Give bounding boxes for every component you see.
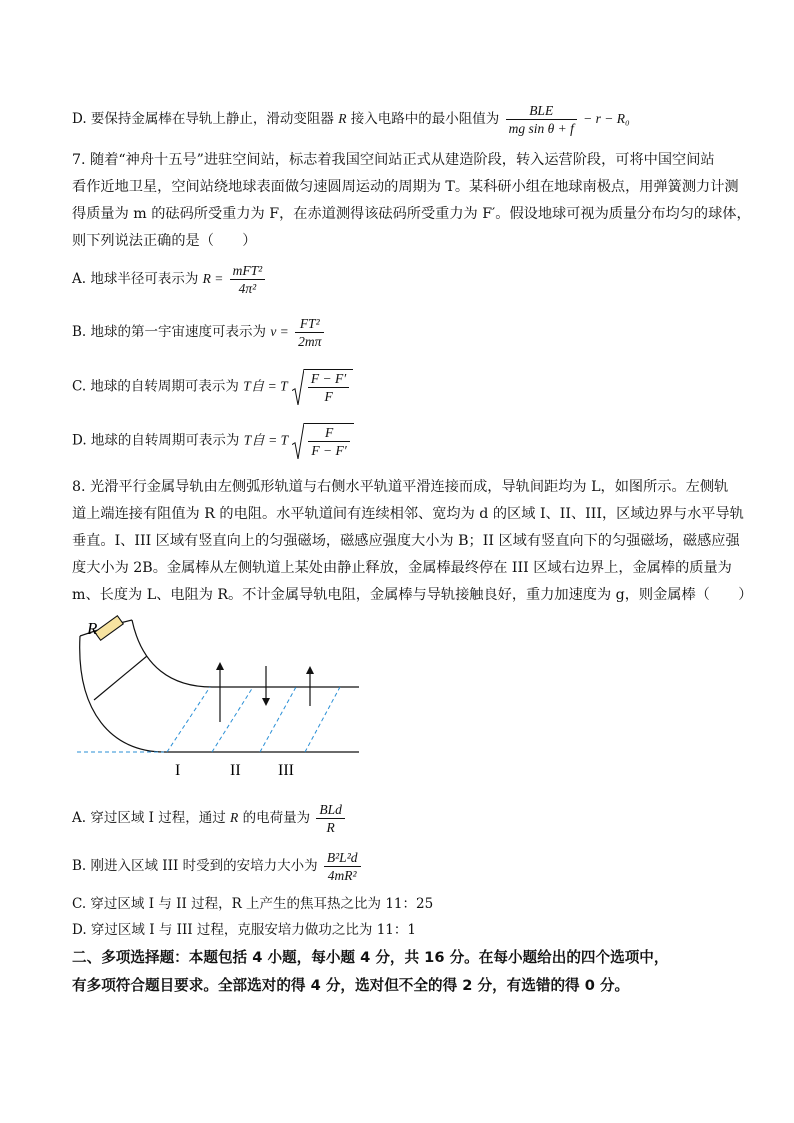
region-label-3: III xyxy=(278,762,294,779)
q8-option-b xyxy=(72,849,363,884)
q7-option-a-numerator: mFT² xyxy=(230,262,266,280)
resistor-body xyxy=(95,616,124,641)
q8-line-1: 8. 光滑平行金属导轨由左侧弧形轨道与右侧水平轨道平滑连接而成，导轨间距均为 L，如图所示。左侧轨 xyxy=(72,479,729,495)
outer-arc-rail xyxy=(80,636,164,752)
q7-line-4: 则下列说法正确的是（ ） xyxy=(72,233,257,249)
boundary-2 xyxy=(212,687,253,752)
inner-arc-rail xyxy=(132,620,212,687)
q7-option-a xyxy=(72,262,267,297)
q7-option-d-text: D. 地球的自转周期可表示为 xyxy=(72,432,240,449)
q7-option-c-text: C. 地球的自转周期可表示为 xyxy=(72,378,239,395)
resistor xyxy=(95,616,124,641)
q8-line-5: m、长度为 L、电阻为 R。不计金属导轨电阻，金属棒与导轨接触良好，重力加速度为 g，则金属棒（ ） xyxy=(72,587,753,603)
section-2-heading-line-2: 有多项符合题目要求。全部选对的得 4 分，选对但不全的得 2 分，有选错的得 0 分。 xyxy=(72,977,630,994)
q7-option-b-denominator: 2mπ xyxy=(298,334,322,349)
q8-option-a-denominator: R xyxy=(326,820,335,835)
q7-option-c-denominator: F xyxy=(324,389,333,404)
q6-option-d xyxy=(72,102,630,137)
q7-option-d-numerator: F xyxy=(308,424,349,442)
q6-option-d-var: R xyxy=(338,111,347,126)
q8-line-4: 度大小为 2B。金属棒从左侧轨道上某处由静止释放，金属棒最终停在 III 区域右边界上，金属棒的质量为 xyxy=(72,560,732,576)
rail-diagram xyxy=(72,612,372,782)
q8-option-a-numerator: BLd xyxy=(316,801,345,819)
q8-option-a-var: R xyxy=(230,810,239,825)
field-up-arrow-2 xyxy=(306,666,314,706)
q6-option-d-denominator: mg sin θ + f xyxy=(508,121,574,136)
q8-option-d: D. 穿过区域 I 与 III 过程，克服安培力做功之比为 11：1 xyxy=(72,922,416,938)
q6-option-d-fraction xyxy=(506,102,577,137)
q7-option-d-sqrt xyxy=(292,423,353,459)
resistor-label: R xyxy=(87,619,98,638)
q7-option-c-sqrt xyxy=(292,369,353,405)
q7-option-d-denominator: F − F′ xyxy=(311,443,347,458)
q8-option-b-text: B. 刚进入区域 III 时受到的安培力大小为 xyxy=(72,858,318,874)
radical-icon xyxy=(292,369,304,405)
q8-option-c: C. 穿过区域 I 与 II 过程，R 上产生的焦耳热之比为 11：25 xyxy=(72,896,434,912)
q7-option-c-fraction xyxy=(308,370,349,405)
q8-line-3: 垂直。I、III 区域有竖直向上的匀强磁场，磁感应强度大小为 B；II 区域有竖直向下的匀强磁场，磁感应强 xyxy=(72,533,740,549)
metal-bar xyxy=(94,656,147,700)
field-up-arrow-1 xyxy=(216,662,224,722)
region-label-1: I xyxy=(175,762,181,779)
q7-option-a-lhs: R = xyxy=(202,271,224,286)
q7-option-b-numerator: FT² xyxy=(295,315,324,333)
q7-option-b-text: B. 地球的第一宇宙速度可表示为 xyxy=(72,324,267,340)
q7-option-a-fraction xyxy=(230,262,266,297)
q8-option-a-fraction xyxy=(316,801,345,836)
q7-option-d-lhs: T自 = T xyxy=(243,432,289,448)
q7-line-2: 看作近地卫星，空间站绕地球表面做匀速圆周运动的周期为 T。某科研小组在地球南极点，用弹簧测力计测 xyxy=(72,179,739,195)
q7-line-1: 7. 随着“神舟十五号”进驻空间站，标志着我国空间站正式从建造阶段，转入运营阶段，可将中国空间站 xyxy=(72,152,715,168)
q6-option-d-text2: 接入电路中的最小阻值为 xyxy=(350,111,500,127)
radical-icon xyxy=(292,423,304,459)
q7-option-d xyxy=(72,423,354,459)
q6-option-d-tail: − r − R₀ xyxy=(583,111,630,126)
q7-option-d-fraction xyxy=(308,424,349,459)
q8-line-2: 道上端连接有阻值为 R 的电阻。水平轨道间有连续相邻、宽均为 d 的区域 I、II、III，区域边界与水平导轨 xyxy=(72,506,744,522)
q7-line-3: 得质量为 m 的砝码所受重力为 F，在赤道测得该砝码所受重力为 F′。假设地球可视为质量分布均匀的球体， xyxy=(72,206,751,222)
q7-option-b-fraction xyxy=(295,315,324,350)
q7-option-a-text: A. 地球半径可表示为 xyxy=(72,271,199,287)
section-2-heading-line-1: 二、多项选择题：本题包括 4 小题，每小题 4 分，共 16 分。在每小题给出的四个选项中， xyxy=(72,949,669,966)
q8-option-b-numerator: B²L²d xyxy=(324,849,361,867)
q6-option-d-numerator: BLE xyxy=(506,102,577,120)
q8-option-a-text2: 的电荷量为 xyxy=(242,810,311,826)
q8-option-a-text: A. 穿过区域 I 过程，通过 xyxy=(72,810,226,826)
q7-option-b xyxy=(72,315,326,350)
q7-option-c-lhs: T自 = T xyxy=(243,378,288,394)
q8-option-b-fraction xyxy=(324,849,361,884)
boundary-1 xyxy=(167,687,210,752)
q7-option-b-lhs: v = xyxy=(270,324,289,339)
q8-option-a xyxy=(72,801,347,836)
q7-option-c xyxy=(72,369,353,405)
q6-option-d-text: D. 要保持金属棒在导轨上静止，滑动变阻器 xyxy=(72,111,334,127)
q8-option-b-denominator: 4mR² xyxy=(327,868,357,883)
q7-option-a-denominator: 4π² xyxy=(238,281,257,296)
region-label-2: II xyxy=(230,762,241,779)
q7-option-c-numerator: F − F′ xyxy=(308,370,349,388)
field-down-arrow xyxy=(262,666,270,706)
